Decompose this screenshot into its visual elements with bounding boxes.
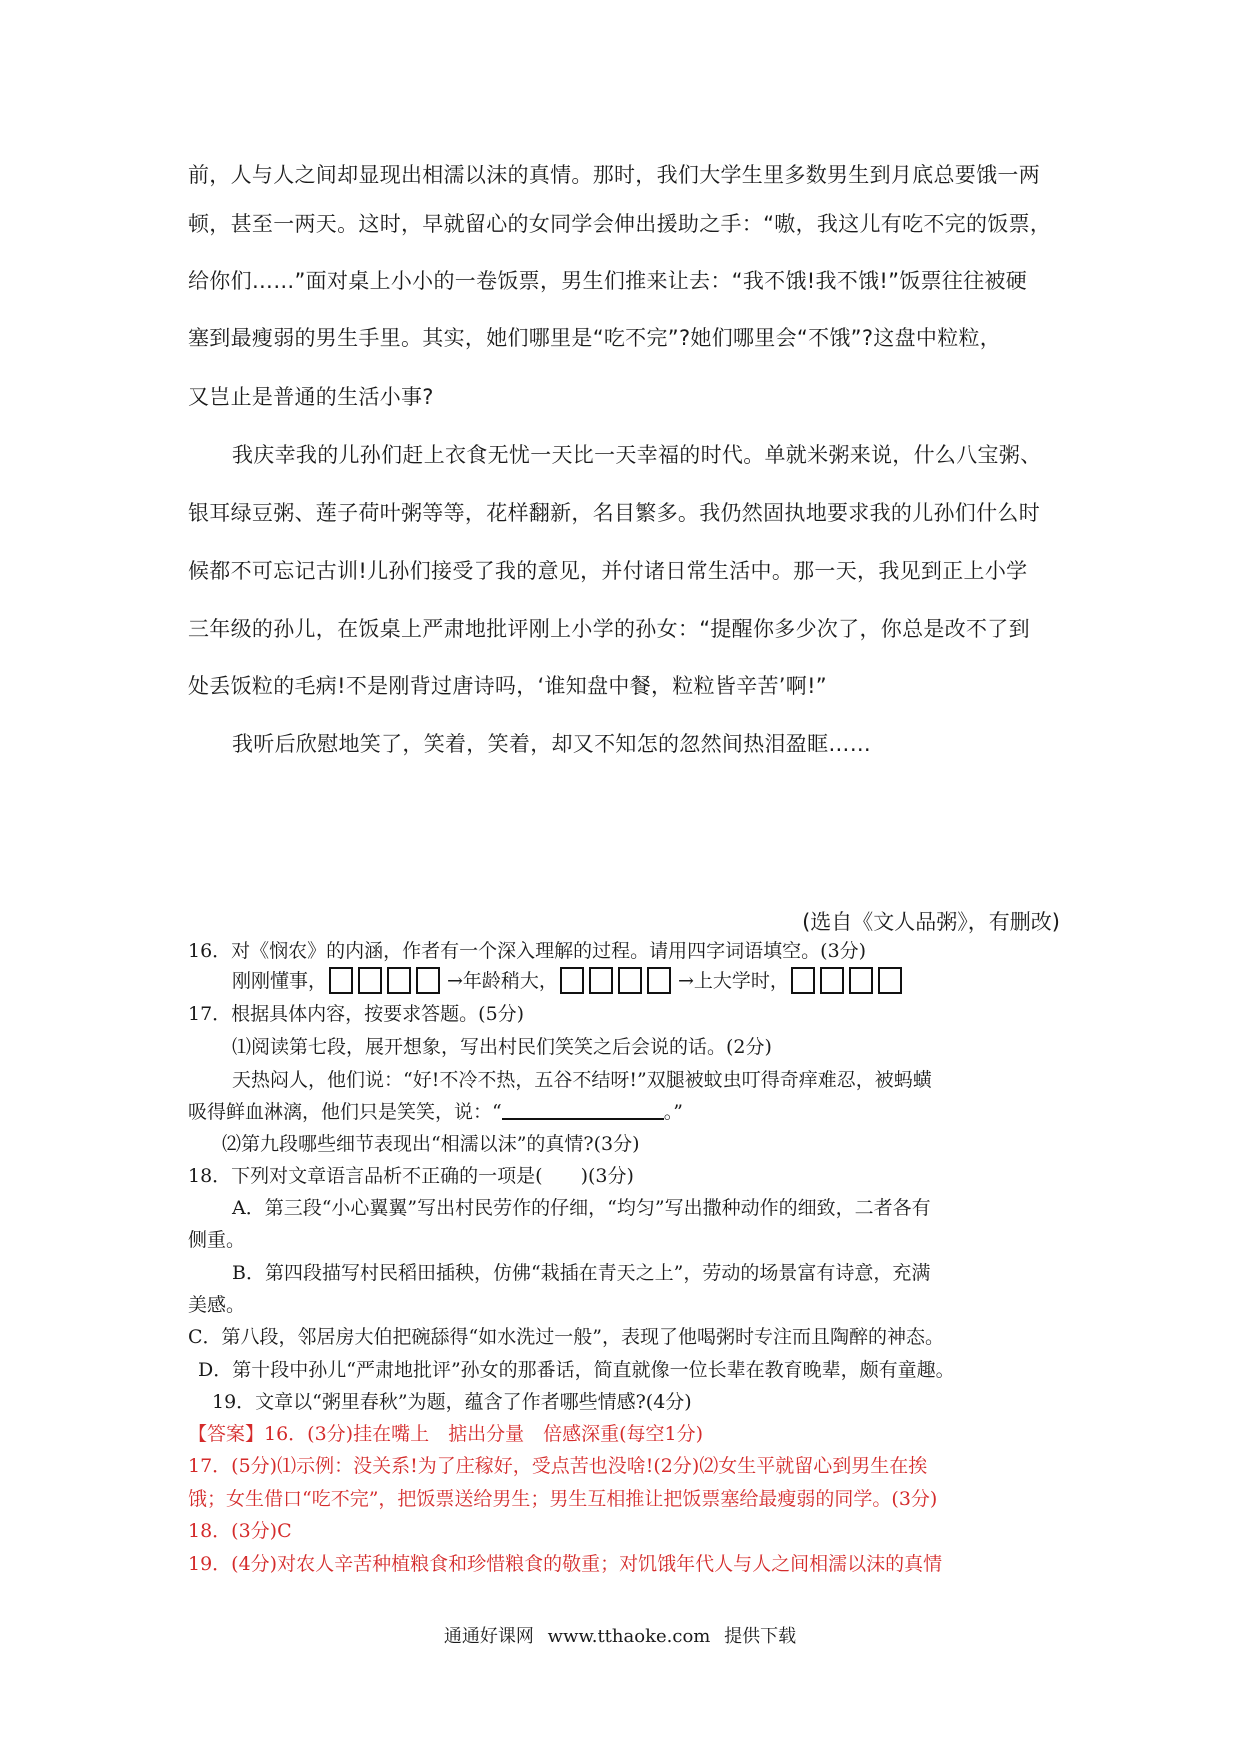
question-17-1: ⑴阅读第七段，展开想象，写出村民们笑笑之后会说的话。(2分) [232,1036,772,1058]
question-16-fill: 刚刚懂事， →年龄稍大， →上大学时， [232,967,909,995]
option-b: B．第四段描写村民稻田插秧，仿佛“栽插在青天之上”，劳动的场景富有诗意，充满 [232,1262,931,1284]
option-a-cont: 侧重。 [188,1229,246,1251]
option-a: A．第三段“小心翼翼”写出村民劳作的仔细，“均匀”写出撒种动作的细致，二者各有 [232,1197,931,1219]
answer-17: 17．(5分)⑴示例：没关系!为了庄稼好，受点苦也没啥!(2分)⑵女生平就留心到男生在挨 [188,1455,928,1477]
passage-line: 银耳绿豆粥、莲子荷叶粥等等，花样翻新，名目繁多。我仍然固执地要求我的儿孙们什么时 [188,501,1040,525]
passage-line: 前，人与人之间却显现出相濡以沫的真情。那时，我们大学生里多数男生到月底总要饿一两 [188,163,1040,187]
answer-18: 18．(3分)C [188,1520,292,1542]
question-17: 17．根据具体内容，按要求答题。(5分) [188,1003,525,1025]
passage-line: 我庆幸我的儿孙们赶上衣食无忧一天比一天幸福的时代。单就米粥来说，什么八宝粥、 [232,443,1042,467]
answer-boxes-3[interactable] [791,967,907,995]
passage-line: 顿，甚至一两天。这时，早就留心的女同学会伸出援助之手：“嗷，我这儿有吃不完的饭票， [188,212,1052,236]
question-18: 18．下列对文章语言品析不正确的一项是( )(3分) [188,1165,634,1187]
answer-16: 【答案】16．(3分)挂在嘴上 掂出分量 倍感深重(每空1分) [188,1423,704,1445]
passage-line: 我听后欣慰地笑了，笑着，笑着，却又不知怎的忽然间热泪盈眶…… [232,732,871,756]
option-b-cont: 美感。 [188,1294,246,1316]
passage-line: 三年级的孙儿，在饭桌上严肃地批评刚上小学的孙女：“提醒你多少次了，你总是改不了到 [188,617,1030,641]
page-footer [0,1624,1240,1650]
passage-line: 塞到最瘦弱的男生手里。其实，她们哪里是“吃不完”?她们哪里会“不饿”?这盘中粒粒， [188,326,1002,350]
footer-url[interactable]: www.tthaoke.com [547,1626,711,1647]
footer-action: 提供下载 [724,1626,797,1647]
question-17-1-text: 天热闷人，他们说：“好!不冷不热，五谷不结呀!”双腿被蚊虫叮得奇痒难忍，被蚂蟥 [232,1069,932,1091]
answer-17-cont: 饿；女生借口“吃不完”，把饭票送给男生；男生互相推让把饭票塞给最瘦弱的同学。(3分) [188,1488,938,1510]
passage-line: 处丢饭粒的毛病!不是刚背过唐诗吗，‘谁知盘中餐，粒粒皆辛苦’啊!” [188,674,827,698]
footer-site: 通通好课网 [443,1626,534,1647]
passage-source: (选自《文人品粥》，有删改) [802,910,1060,934]
option-d: D．第十段中孙儿“严肃地批评”孙女的那番话，简直就像一位长辈在教育晚辈，颇有童趣。 [198,1359,955,1381]
answer-boxes-1[interactable] [329,967,445,995]
question-19: 19．文章以“粥里春秋”为题，蕴含了作者哪些情感?(4分) [212,1391,692,1413]
passage-line: 给你们……”面对桌上小小的一卷饭票，男生们推来让去：“我不饿!我不饿!”饭票往往被硬 [188,269,1028,293]
question-17-2: ⑵第九段哪些细节表现出“相濡以沫”的真情?(3分) [222,1133,640,1155]
answer-blank[interactable] [502,1100,664,1120]
question-17-1-text: 吸得鲜血淋漓，他们只是笑笑，说：“ 。” [188,1101,683,1123]
answer-boxes-2[interactable] [560,967,676,995]
answer-19: 19．(4分)对农人辛苦种植粮食和珍惜粮食的敬重；对饥饿年代人与人之间相濡以沫的真情 [188,1553,943,1575]
passage-line: 候都不可忘记古训!儿孙们接受了我的意见，并付诸日常生活中。那一天，我见到正上小学 [188,559,1028,583]
passage-line: 又岂止是普通的生活小事? [188,385,434,409]
option-c: C．第八段，邻居房大伯把碗舔得“如水洗过一般”，表现了他喝粥时专注而且陶醉的神态。 [188,1326,944,1348]
question-16: 16．对《悯农》的内涵，作者有一个深入理解的过程。请用四字词语填空。(3分) [188,940,867,962]
